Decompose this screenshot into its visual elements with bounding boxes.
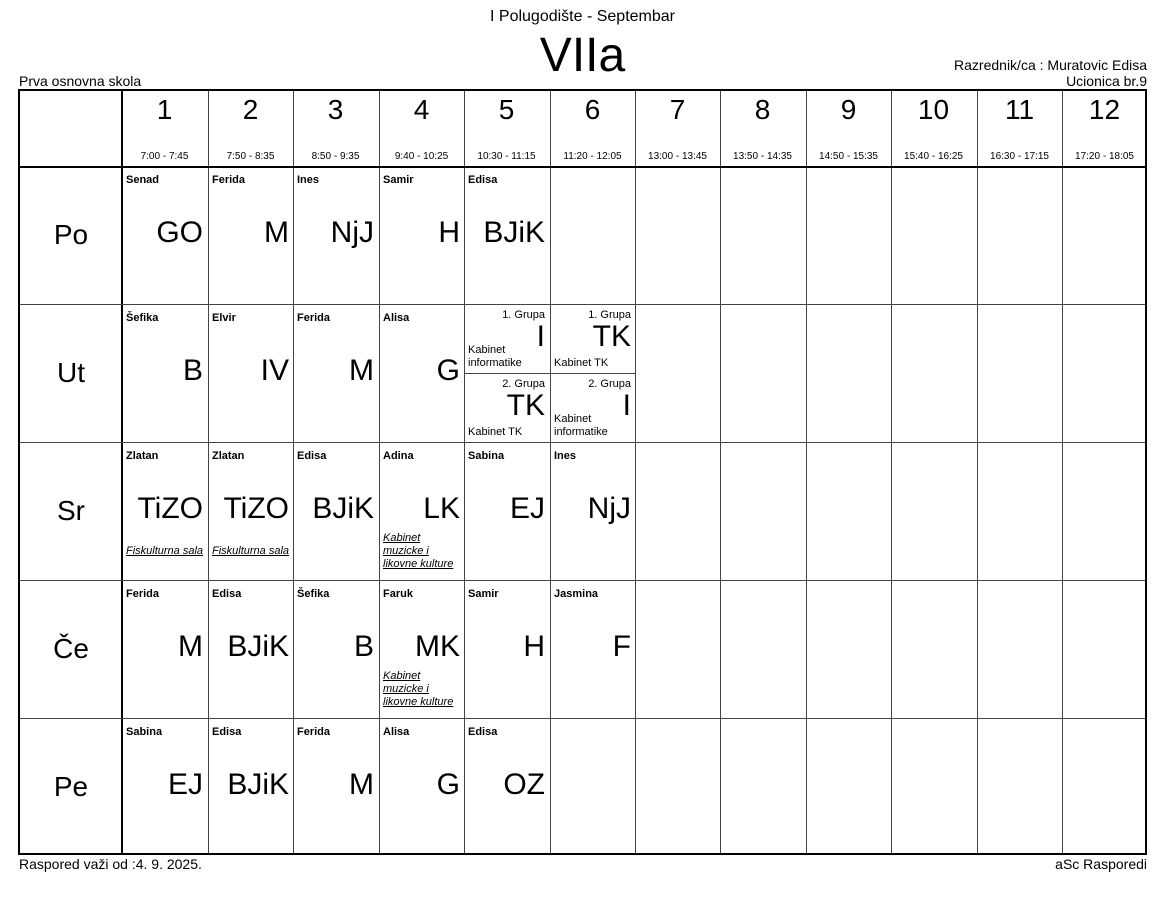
lesson-subject: F — [612, 630, 631, 663]
lesson-cell[interactable] — [293, 305, 378, 442]
period-number: 2 — [242, 94, 259, 125]
period-number: 12 — [1088, 94, 1121, 125]
lesson-cell[interactable] — [122, 167, 207, 304]
period-number: 3 — [327, 94, 344, 125]
lesson-cell[interactable] — [122, 443, 207, 580]
group-lesson-cell[interactable] — [550, 374, 635, 442]
lesson-room-link[interactable]: Kabinet muzicke i likovne kulture — [383, 670, 454, 708]
lesson-teacher: Ferida — [297, 726, 331, 738]
lesson-cell[interactable] — [379, 167, 464, 304]
lesson-subject: TK — [592, 320, 631, 353]
lesson-room: Kabinet TK — [468, 426, 523, 438]
classroom: Ucionica br.9 — [1066, 73, 1147, 89]
lesson-teacher: Ines — [554, 450, 577, 462]
lesson-cell[interactable] — [550, 581, 635, 718]
lesson-cell[interactable] — [550, 443, 635, 580]
column-divider — [806, 91, 807, 853]
lesson-teacher: Šefika — [297, 588, 330, 600]
group-label: 1. Grupa — [588, 309, 631, 321]
homeroom-teacher: Razrednik/ca : Muratovic Edisa — [954, 57, 1147, 73]
column-divider — [977, 91, 978, 853]
lesson-subject: B — [182, 354, 203, 387]
period-time: 10:30 - 11:15 — [477, 151, 536, 162]
lesson-subject: H — [523, 630, 545, 663]
period-number: 4 — [413, 94, 430, 125]
period-number: 8 — [754, 94, 771, 125]
lesson-subject: M — [349, 354, 374, 387]
group-label: 2. Grupa — [502, 378, 545, 390]
lesson-cell[interactable] — [379, 443, 464, 580]
lesson-teacher: Samir — [383, 174, 414, 186]
group-lesson-cell[interactable] — [464, 305, 549, 373]
lesson-room-link[interactable]: Fiskulturna sala — [126, 545, 204, 557]
lesson-teacher: Sabina — [468, 450, 505, 462]
lesson-subject: MK — [415, 630, 460, 663]
lesson-subject: TiZO — [223, 492, 289, 525]
lesson-teacher: Zlatan — [126, 450, 159, 462]
lesson-teacher: Ines — [297, 174, 320, 186]
group-label: 2. Grupa — [588, 378, 631, 390]
lesson-teacher: Senad — [126, 174, 160, 186]
lesson-cell[interactable] — [208, 167, 293, 304]
period-number: 6 — [584, 94, 601, 125]
period-time: 9:40 - 10:25 — [394, 151, 449, 162]
school-name: Prva osnovna skola — [19, 73, 142, 89]
lesson-subject: TiZO — [137, 492, 203, 525]
lesson-teacher: Zlatan — [212, 450, 245, 462]
lesson-cell[interactable] — [293, 581, 378, 718]
lesson-teacher: Samir — [468, 588, 499, 600]
lesson-teacher: Edisa — [212, 726, 242, 738]
lesson-subject: TK — [506, 389, 545, 422]
lesson-subject: B — [353, 630, 374, 663]
lesson-subject: BJiK — [227, 630, 289, 663]
lesson-room-link[interactable]: Fiskulturna sala — [212, 545, 290, 557]
lesson-subject: M — [178, 630, 203, 663]
period-number: 10 — [917, 94, 950, 125]
day-label-pe: Pe — [53, 771, 89, 802]
lesson-teacher: Edisa — [468, 174, 498, 186]
group-lesson-cell[interactable] — [550, 305, 635, 373]
lesson-room: Kabinet TK — [554, 357, 609, 369]
day-label-ut: Ut — [57, 357, 85, 388]
lesson-subject: BJiK — [227, 768, 289, 801]
lesson-subject: EJ — [509, 492, 545, 525]
lesson-teacher: Šefika — [126, 312, 159, 324]
column-divider — [720, 91, 721, 853]
period-time: 11:20 - 12:05 — [563, 151, 622, 162]
lesson-cell[interactable] — [293, 167, 378, 304]
period-time: 14:50 - 15:35 — [819, 151, 878, 162]
lesson-subject: M — [264, 216, 289, 249]
lesson-room: Kabinet informatike — [468, 344, 522, 369]
lesson-teacher: Edisa — [297, 450, 327, 462]
lesson-cell[interactable] — [208, 581, 293, 718]
lesson-teacher: Jasmina — [554, 588, 599, 600]
lesson-room: Kabinet informatike — [554, 413, 608, 438]
timetable-subtitle: I Polugodište - Septembar — [490, 8, 675, 25]
lesson-subject: G — [436, 768, 460, 801]
column-divider — [635, 91, 636, 853]
lesson-cell[interactable] — [293, 719, 378, 856]
lesson-cell[interactable] — [122, 581, 207, 718]
column-divider — [1062, 91, 1063, 853]
lesson-cell[interactable] — [122, 719, 207, 856]
period-number: 7 — [669, 94, 686, 125]
lesson-teacher: Sabina — [126, 726, 163, 738]
lesson-teacher: Ferida — [297, 312, 331, 324]
day-label-po: Po — [53, 219, 89, 250]
lesson-teacher: Alisa — [383, 726, 410, 738]
lesson-subject: BJiK — [483, 216, 545, 249]
lesson-cell[interactable] — [379, 581, 464, 718]
vendor-credit: aSc Rasporedi — [1055, 856, 1147, 872]
lesson-cell[interactable] — [208, 443, 293, 580]
lesson-cell[interactable] — [208, 719, 293, 856]
period-time: 13:50 - 14:35 — [733, 151, 792, 162]
period-time: 17:20 - 18:05 — [1075, 151, 1134, 162]
period-time: 7:50 - 8:35 — [226, 151, 275, 162]
group-label: 1. Grupa — [502, 309, 545, 321]
lesson-room-link[interactable]: Kabinet muzicke i likovne kulture — [383, 532, 454, 570]
lesson-subject: EJ — [167, 768, 203, 801]
lesson-subject: IV — [260, 354, 289, 387]
lesson-teacher: Alisa — [383, 312, 410, 324]
lesson-teacher: Faruk — [383, 588, 413, 600]
lesson-subject: GO — [156, 216, 203, 249]
period-time: 13:00 - 13:45 — [648, 151, 707, 162]
lesson-teacher: Adina — [383, 450, 414, 462]
group-lesson-cell[interactable] — [464, 374, 549, 442]
lesson-cell[interactable] — [379, 719, 464, 856]
period-time: 15:40 - 16:25 — [904, 151, 963, 162]
period-time: 16:30 - 17:15 — [990, 151, 1049, 162]
lesson-cell[interactable] — [464, 443, 549, 580]
day-label-sr: Sr — [57, 495, 85, 526]
lesson-teacher: Edisa — [468, 726, 498, 738]
lesson-subject: I — [536, 320, 545, 353]
lesson-teacher: Elvir — [212, 312, 236, 324]
period-number: 11 — [1004, 94, 1035, 125]
class-title: VIIa — [539, 29, 626, 82]
period-time: 8:50 - 9:35 — [311, 151, 360, 162]
lesson-cell[interactable] — [379, 305, 464, 442]
lesson-cell[interactable] — [464, 581, 549, 718]
lesson-cell[interactable] — [464, 719, 549, 856]
lesson-subject: M — [349, 768, 374, 801]
column-divider — [891, 91, 892, 853]
lesson-subject: I — [622, 389, 631, 422]
lesson-cell[interactable] — [293, 443, 378, 580]
period-number: 9 — [840, 94, 857, 125]
lesson-subject: OZ — [503, 768, 545, 801]
lesson-cell[interactable] — [464, 167, 549, 304]
lesson-subject: LK — [423, 492, 460, 525]
period-time: 7:00 - 7:45 — [140, 151, 189, 162]
lesson-teacher: Ferida — [126, 588, 160, 600]
lesson-subject: NjJ — [330, 216, 374, 249]
day-label-ce: Če — [53, 633, 89, 664]
period-number: 1 — [156, 94, 173, 125]
lesson-cell[interactable] — [122, 305, 207, 442]
lesson-teacher: Ferida — [212, 174, 246, 186]
timetable-grid — [18, 89, 1147, 855]
lesson-subject: G — [436, 354, 460, 387]
lesson-teacher: Edisa — [212, 588, 242, 600]
lesson-subject: NjJ — [587, 492, 631, 525]
valid-from-note: Raspored važi od :4. 9. 2025. — [19, 856, 202, 872]
lesson-subject: H — [438, 216, 460, 249]
lesson-cell[interactable] — [208, 305, 293, 442]
lesson-subject: BJiK — [312, 492, 374, 525]
period-number: 5 — [498, 94, 515, 125]
